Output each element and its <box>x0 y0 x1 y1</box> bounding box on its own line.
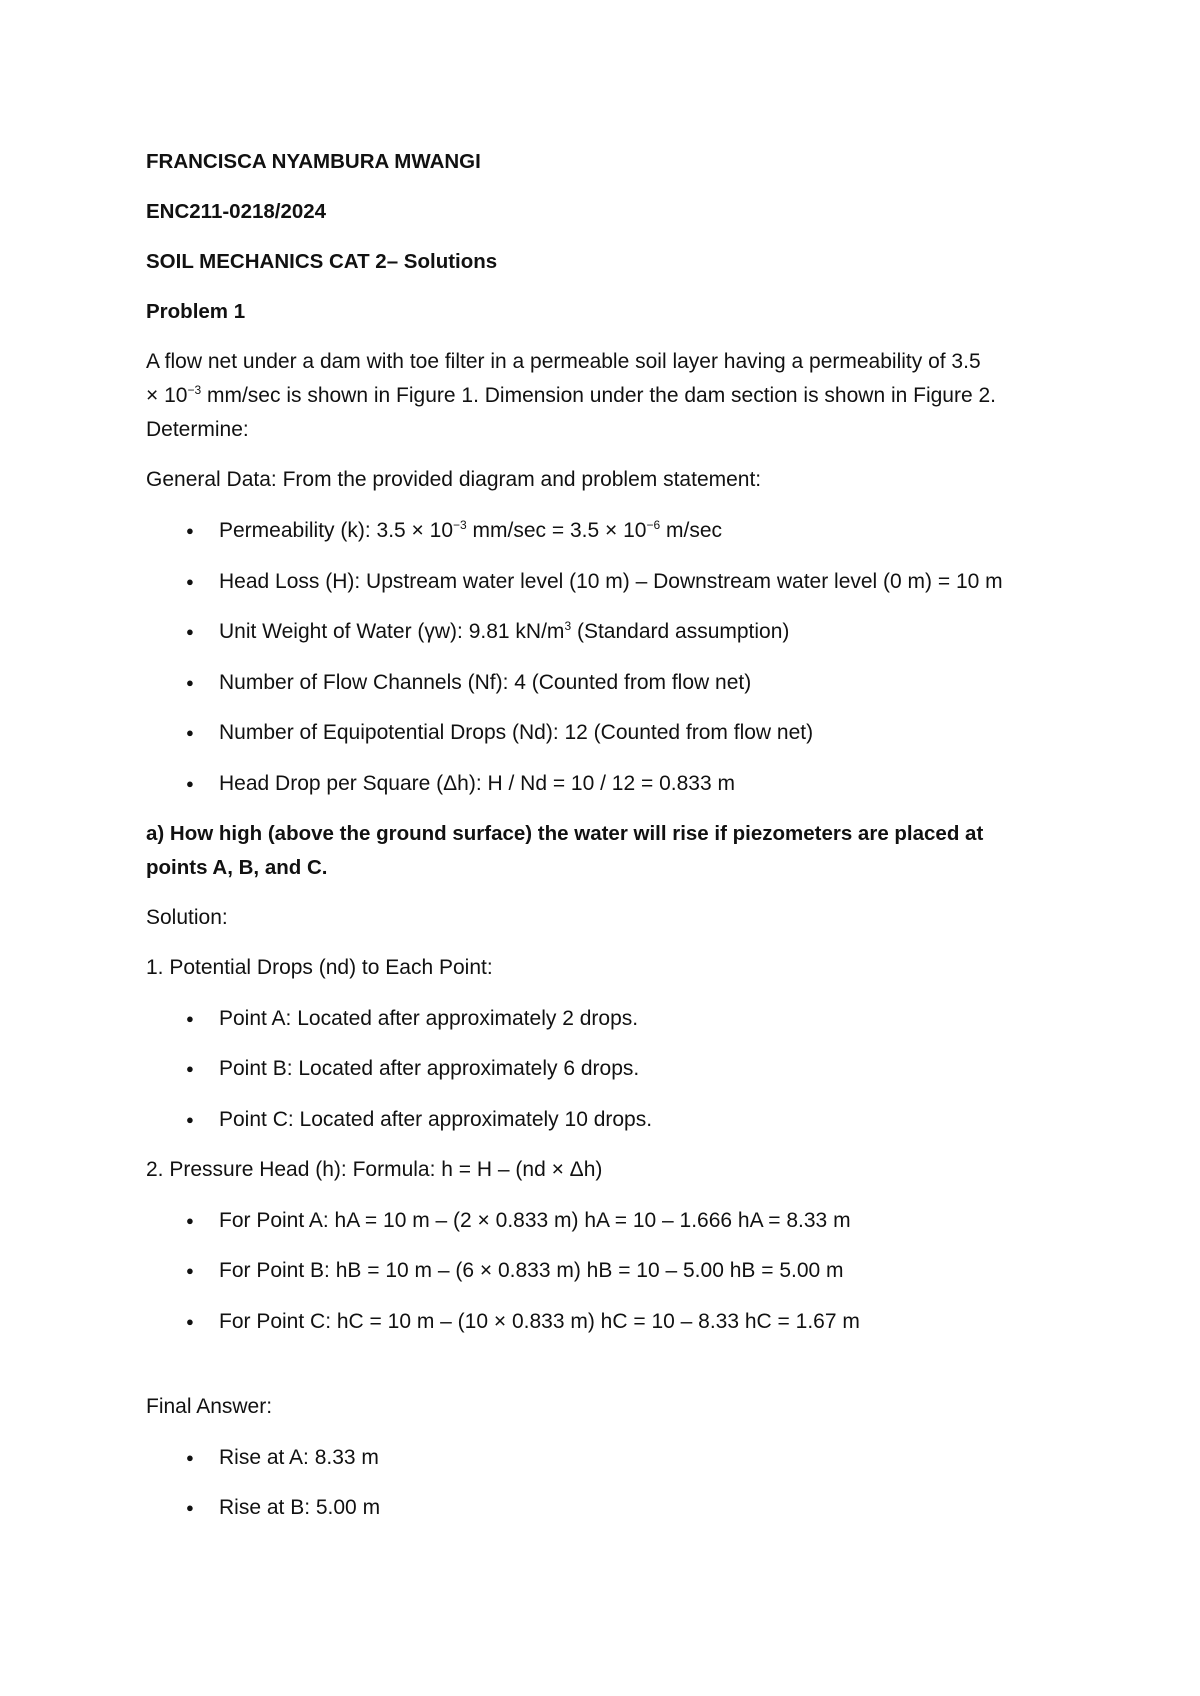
point-a-pressure-head: For Point A: hA = 10 m – (2 × 0.833 m) hA = 10 – 1.666 hA = 8.33 m <box>219 1209 851 1232</box>
point-c-pressure-head: For Point C: hC = 10 m – (10 × 0.833 m) hC = 10 – 8.33 hC = 1.67 m <box>219 1310 860 1333</box>
registration-number: ENC211-0218/2024 <box>146 200 327 223</box>
document-page <box>146 0 1066 1696</box>
point-a-drops: Point A: Located after approximately 2 drops. <box>219 1007 639 1030</box>
unit-weight-item: Unit Weight of Water (γw): 9.81 $kN/m^3$ (Standard assumption) <box>219 619 790 643</box>
bullet-icon: ● <box>186 624 194 639</box>
part-a-question-line-1: a) How high (above the ground surface) the water will rise if piezometers are placed at <box>146 822 984 845</box>
final-answer-label: Final Answer: <box>146 1395 273 1418</box>
permeability-item: Permeability (k): $3.5 \times 10^{-3}$ $mm/\sec = 3.5 \times 10^{-6}$ m/sec <box>219 518 722 542</box>
bullet-icon: ● <box>186 1213 194 1228</box>
point-b-drops: Point B: Located after approximately 6 drops. <box>219 1057 640 1080</box>
solution-label: Solution: <box>146 906 228 929</box>
general-data-intro: General Data: From the provided diagram and problem statement: <box>146 468 762 491</box>
bullet-icon: ● <box>186 523 194 538</box>
point-b-pressure-head: For Point B: hB = 10 m – (6 × 0.833 m) hB = 10 – 5.00 hB = 5.00 m <box>219 1259 844 1282</box>
problem-statement-line-3: Determine: <box>146 418 249 441</box>
part-a-question-line-2: points A, B, and C. <box>146 856 328 879</box>
problem-statement-line-2: × $10^{-3}$ mm/sec is shown in Figure 1. Dimension under the dam section is shown in Figure 2. <box>146 383 997 407</box>
bullet-icon: ● <box>186 675 194 690</box>
bullet-icon: ● <box>186 1263 194 1278</box>
bullet-icon: ● <box>186 1112 194 1127</box>
bullet-icon: ● <box>186 1450 194 1465</box>
bullet-icon: ● <box>186 1500 194 1515</box>
bullet-icon: ● <box>186 1061 194 1076</box>
student-name: FRANCISCA NYAMBURA MWANGI <box>146 150 481 173</box>
problem-statement-line-1: A flow net under a dam with toe filter in a permeable soil layer having a permeability of 3.5 <box>146 350 981 373</box>
bullet-icon: ● <box>186 776 194 791</box>
bullet-icon: ● <box>186 574 194 589</box>
bullet-icon: ● <box>186 725 194 740</box>
head-drop-item: Head Drop per Square (Δh): H / Nd = 10 / 12 = 0.833 m <box>219 772 735 795</box>
problem-title: Problem 1 <box>146 300 246 323</box>
rise-at-b: Rise at B: 5.00 m <box>219 1496 381 1519</box>
flow-channels-item: Number of Flow Channels (Nf): 4 (Counted from flow net) <box>219 671 752 694</box>
bullet-icon: ● <box>186 1314 194 1329</box>
rise-at-a: Rise at A: 8.33 m <box>219 1446 379 1469</box>
head-loss-item: Head Loss (H): Upstream water level (10 m) – Downstream water level (0 m) = 10 m <box>219 570 1003 593</box>
step-1-title: 1. Potential Drops (nd) to Each Point: <box>146 956 493 979</box>
point-c-drops: Point C: Located after approximately 10 drops. <box>219 1108 653 1131</box>
bullet-icon: ● <box>186 1011 194 1026</box>
step-2-title: 2. Pressure Head (h): Formula: h = H – (nd × Δh) <box>146 1158 603 1181</box>
equipotential-drops-item: Number of Equipotential Drops (Nd): 12 (Counted from flow net) <box>219 721 814 744</box>
course-title: SOIL MECHANICS CAT 2– Solutions <box>146 250 498 273</box>
